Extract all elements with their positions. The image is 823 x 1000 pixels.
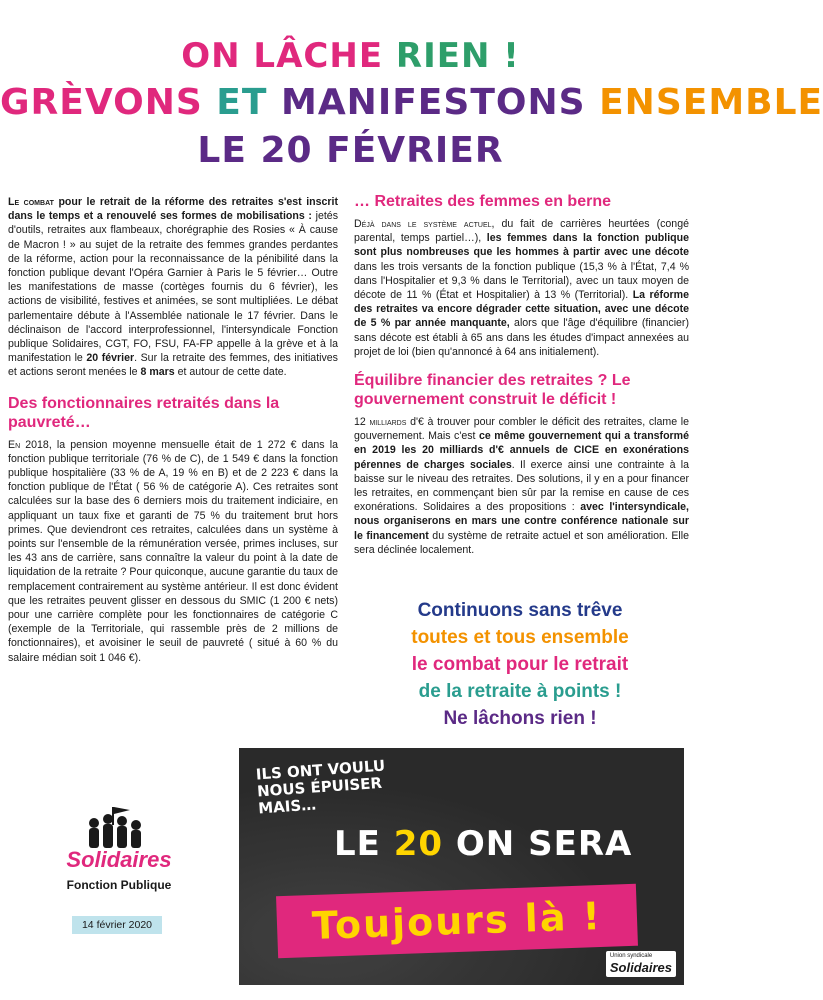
sec2-text-3: alors que l'âge d'équilibre (financier) sans décote est établi à 65 ans dans les études d'impact annexées au projet de loi (bien qu'annoncé à 64 ans initialement).	[354, 317, 689, 358]
logo-sub: Fonction Publique	[66, 878, 172, 892]
sec1-lead: En 2018	[8, 438, 49, 451]
right-column	[354, 192, 689, 561]
headline-line-2	[0, 82, 823, 123]
sec3-text-3: du système de retraite actuel et son amélioration. Elle sera déclinée localement.	[354, 529, 689, 556]
intro-bold: pour le retrait de la réforme des retraites s'est inscrit dans le temps et a renouvelé ses formes de mobilisations :	[8, 196, 338, 223]
headline-part: RIEN !	[395, 36, 520, 76]
logo-name: Solidaires	[66, 847, 172, 872]
poster-big-part: LE	[334, 824, 381, 864]
intro-text: jetés d'outils, retraites aux flambeaux, chorégraphie des Rosies « À cause de Macron ! » au sujet de la retraite des femmes grandes perdantes de la réforme, action pour la reconnaissance de la pénibilité dans la fonction publique devant l'Opéra Garnier à Paris le 5 février… Outre les manifestations de masse (cortèges fournis du 6 février), les actions de visibilité, festives et animées, se sont multipliées. Le débat parlementaire débute à l'Assemblée nationale le 17 février. Dans le déclinaison de l'accord interprofessionnel, l'intersyndicale Fonction publique Solidaires, CGT, FO, FSU, FA-FP appelle à la grève et à la manifestation le	[8, 210, 338, 365]
poster-image	[239, 748, 684, 985]
headline-line-3: LE 20 FÉVRIER	[197, 130, 504, 171]
section-title-equilibre: Équilibre financier des retraites ? Le gouvernement construit le déficit !	[354, 372, 631, 409]
poster-band	[276, 884, 638, 959]
slogan-line: toutes et tous ensemble	[411, 627, 629, 648]
slogan-line: Continuons sans trêve	[417, 600, 623, 621]
poster-logo-text: Solidaires	[609, 960, 672, 975]
headline-part: MANIFESTONS	[281, 82, 586, 123]
headline-part: GRÈVONS	[0, 82, 203, 123]
poster-big-number: 20	[393, 824, 444, 864]
people-silhouette-icon	[52, 805, 187, 900]
date-badge: 14 février 2020	[72, 916, 162, 934]
sec3-bold-1: ce même gouvernement qui a transformé en 2019 les 20 milliards d'€ annuels de CICE en exonérations pérennes de charges sociales	[354, 430, 689, 471]
section-title-fonctionnaires: Des fonctionnaires retraités dans la pauvreté…	[8, 394, 280, 431]
slogan-line: de la retraite à points !	[418, 681, 622, 702]
poster-logo-small: Union syndicale	[609, 953, 653, 959]
headline-part: ON LÂCHE	[181, 36, 384, 76]
intro-date: 20 février	[86, 352, 135, 365]
intro-text-3: et autour de cette date.	[177, 366, 287, 379]
sec3-bold-2: avec l'intersyndicale, nous organiserons en mars une contre conférence nationale sur le financement	[354, 501, 689, 542]
solidaires-logo	[52, 805, 187, 900]
headline-part: ENSEMBLE	[599, 82, 823, 123]
section-paragraph-equilibre	[354, 415, 689, 557]
slogan-line: le combat pour le retrait	[411, 654, 629, 675]
section-paragraph-fonctionnaires	[8, 438, 338, 665]
poster-band-text: Toujours là !	[311, 893, 603, 949]
slogan-block	[350, 597, 690, 732]
intro-paragraph	[8, 195, 338, 380]
intro-date-2: 8 mars	[140, 366, 175, 379]
slogan-line: Ne lâchons rien !	[443, 708, 597, 729]
sec3-lead: 12 milliards	[354, 416, 407, 429]
section-title-femmes: … Retraites des femmes en berne	[354, 193, 611, 210]
sec1-text: , la pension moyenne mensuelle était de 1 272 € dans la fonction publique territoriale (76 % de C), de 1 549 € dans la fonction publique hospitalière (33 % de A, 19 % en B) et de 2 223 € dans la fonction publique de l'État ( 56 % de catégorie A). Ces retraites sont calculées sur la base des 6 derniers mois du traitement indiciaire, en appliquant un taux fixe et garanti de 75 % du traitement brut hors primes. Que deviendront ces retraites, calculées dans un système à points sur l'ensemble de la rémunération versée, primes incluses, sur les 43 ans de carrière, sans connaître la valeur du point à la date de liquidation de la retraite ? Pour quiconque, aucune garantie du taux de remplacement contrairement au système antérieur. Il est donc évident que les retraites peuvent glisser en dessous du SMIC (1 200 € nets) pour une carrière complète pour les fonctionnaires de catégorie C (exemple de la Territoriale, qui rassemble près de 2 millions de fonctionnaires), et avoisiner le seuil de pauvreté ( situé à 60 % du salaire médian soit 1 046 €).	[8, 438, 338, 664]
sec2-bold-2: La réforme des retraites va encore dégrader cette situation, avec une décote de 5 % par année manquante,	[354, 289, 689, 330]
sec2-text-1: , du fait de carrières heurtées (congé parental, temps partiel…),	[354, 218, 689, 245]
intro-text-2: . Sur la retraite des femmes, des initiatives et actions seront menées le	[8, 352, 338, 379]
headline-part: ET	[216, 82, 268, 123]
poster-small-text: ILS ONT VOULU NOUS ÉPUISER MAIS…	[255, 756, 386, 818]
poster-big-text	[334, 824, 632, 864]
headline-line-1	[0, 36, 701, 76]
sec2-bold-1: les femmes dans la fonction publique sont plus nombreuses que les hommes à partir avec une décote	[354, 232, 689, 259]
sec3-text-2: . Il exerce ainsi une contrainte à la baisse sur le niveau des retraites. Des solutions, il y en a pour financer les retraites, en commençant bien sûr par la remise en cause de ces exonérations. Solidaires a des propositions :	[354, 458, 689, 514]
sec2-lead: Déjà dans le système actuel	[354, 218, 492, 230]
left-column	[8, 195, 338, 669]
poster-big-part: ON SERA	[455, 824, 633, 864]
sec2-text-2: dans les trois versants de la fonction publique (15,3 % à l'État, 7,4 % dans l'Hospitalier et 9,3 % dans le Territorial), avec un taux moyen de décote de 11 % (État et Hospitalier) à 13 % (Territorial).	[354, 260, 689, 302]
intro-lead: Le combat	[8, 196, 54, 208]
poster-solidaires-logo	[606, 951, 676, 977]
sec3-text-1: d'€ à trouver pour combler le déficit des retraites, clame le gouvernement. Mais c'est	[354, 416, 689, 443]
section-paragraph-femmes	[354, 217, 689, 359]
